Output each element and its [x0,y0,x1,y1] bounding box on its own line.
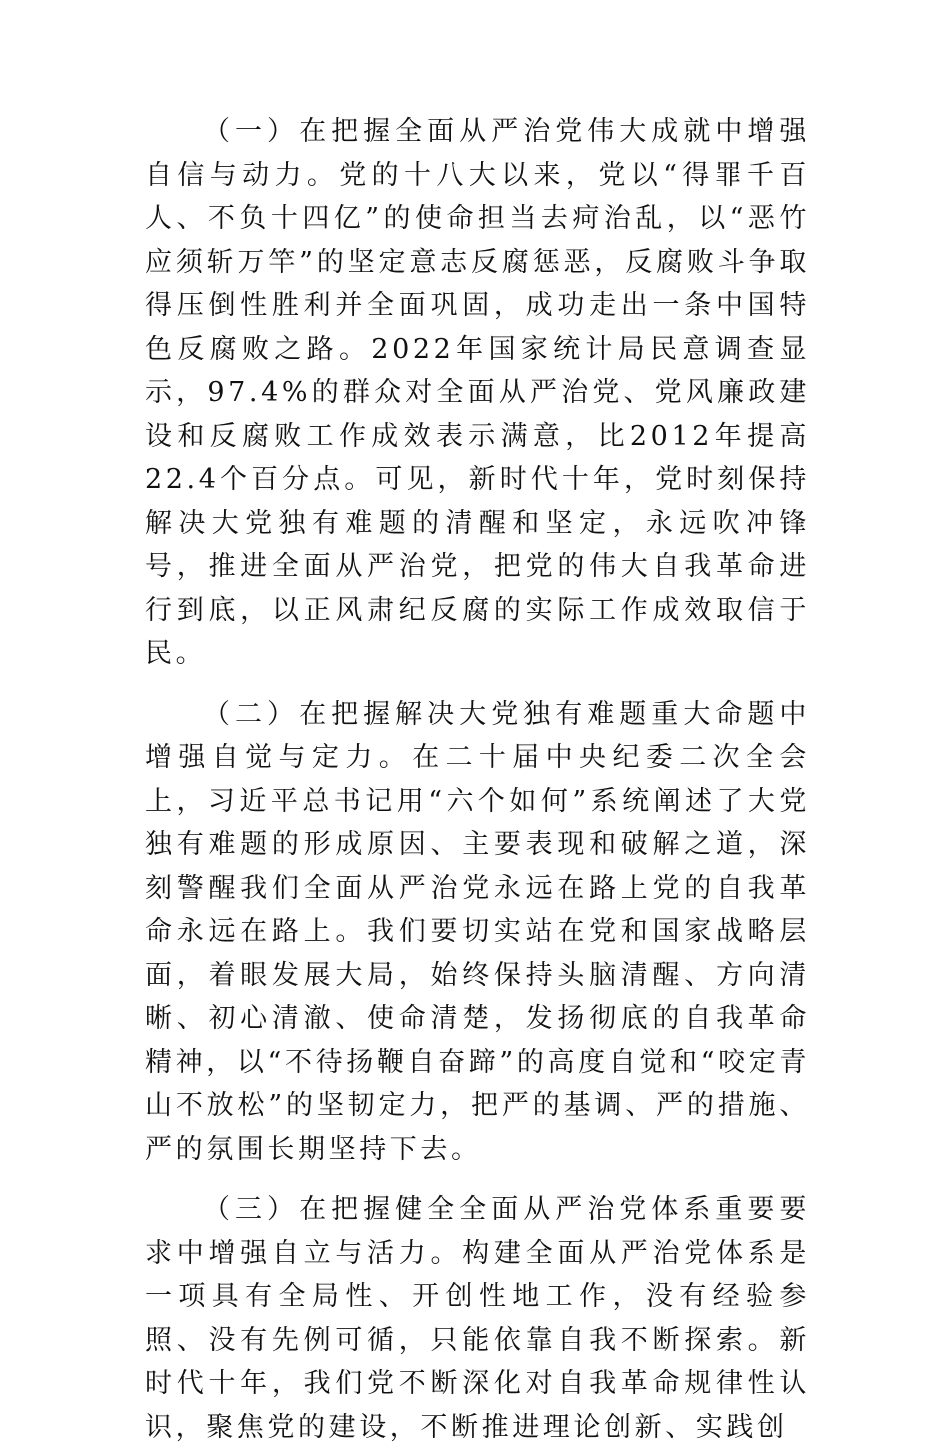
paragraph-1: （一）在把握全面从严治党伟大成就中增强自信与动力。党的十八大以来，党以“得罪千百人、不负十四亿”的使命担当去疴治乱，以“恶竹应须斩万竿”的坚定意志反腐惩恶，反腐败斗争取得压倒性胜利并全面巩固，成功走出一条中国特色反腐败之路。2022年国家统计局民意调查显示，97.4%的群众对全面从严治党、党风廉政建设和反腐败工作成效表示满意，比2012年提高22.4个百分点。可见，新时代十年，党时刻保持解决大党独有难题的清醒和坚定，永远吹冲锋号，推进全面从严治党，把党的伟大自我革命进行到底，以正风肃纪反腐的实际工作成效取信于民。 [145,116,810,669]
paragraph-2: （二）在把握解决大党独有难题重大命题中增强自觉与定力。在二十届中央纪委二次全会上，习近平总书记用“六个如何”系统阐述了大党独有难题的形成原因、主要表现和破解之道，深刻警醒我们全面从严治党永远在路上党的自我革命永远在路上。我们要切实站在党和国家战略层面，着眼发展大局，始终保持头脑清醒、方向清晰、初心清澈、使命清楚，发扬彻底的自我革命精神，以“不待扬鞭自奋蹄”的高度自觉和“咬定青山不放松”的坚韧定力，把严的基调、严的措施、严的氛围长期坚持下去。 [145,698,810,1165]
document-body [145,110,810,1449]
paragraph-3: （三）在把握健全全面从严治党体系重要要求中增强自立与活力。构建全面从严治党体系是一项具有全局性、开创性地工作，没有经验参照、没有先例可循，只能依靠自我不断探索。新时代十年，我们党不断深化对自我革命规律性认识，聚焦党的建设，不断推进理论创新、实践创 [145,1194,810,1443]
